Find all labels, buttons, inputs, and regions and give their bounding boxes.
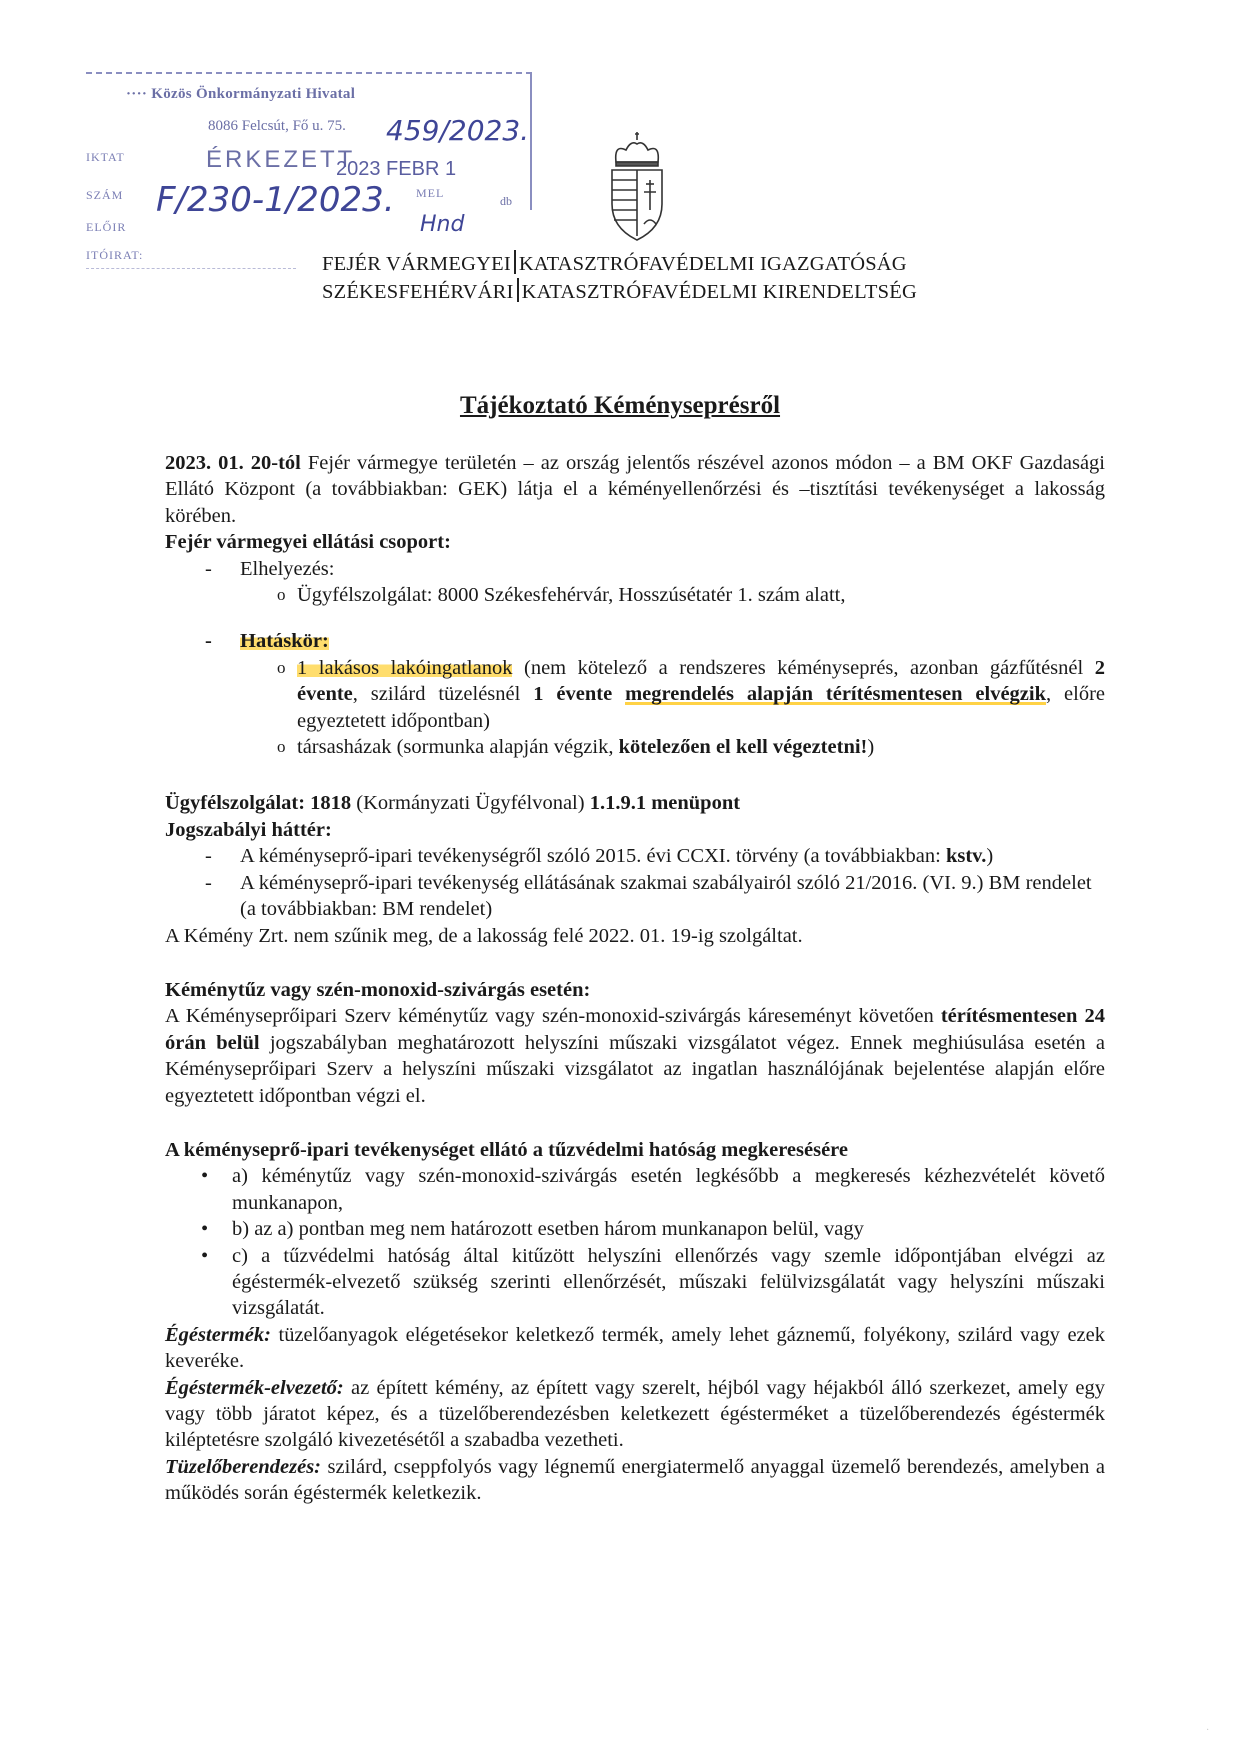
header-line-2 — [322, 278, 917, 306]
stamp-office-address: 8086 Felcsút, Fő u. 75. — [208, 118, 346, 134]
scope-item-2-text: társasházak (sormunka alapján végzik, — [297, 736, 619, 759]
scope-item-1-text-2: , szilárd tüzelésnél — [352, 683, 534, 706]
scope-item-1-lead: 1 lakásos lakóingatlanok — [297, 656, 513, 679]
fire-deadline: térítésmentesen 24 órán belül — [165, 1005, 1105, 1054]
authority-heading: A kéményseprő-ipari tevékenységet ellátó a tűzvédelmi hatóság megkeresésére — [165, 1138, 848, 1161]
stamp-label-eloir: ELŐIR — [86, 220, 127, 234]
fire-text-1: A Kéményseprőipari Szerv kéménytűz vagy szén-monoxid-szivárgás káreseményt követően — [165, 1005, 941, 1028]
legal-item-1 — [165, 843, 1105, 869]
service-text: (Kormányzati Ügyfélvonal) — [351, 792, 590, 815]
header-divider — [517, 278, 519, 302]
fire-text-2: jogszabályban meghatározott helyszíni műszaki vizsgálatot végez. Ennek meghiúsulása esetén a Kéményseprőipari Szerv a helyszíni műszaki vizsgálatot az ingatlan használójának bejelentése alapján előre egyeztetett időpontban végzi el. — [165, 1031, 1106, 1107]
scope-label — [165, 628, 1105, 654]
stamp-office-name: ···· Közös Önkormányzati Hivatal — [126, 86, 356, 102]
hungarian-coat-of-arms-icon — [606, 132, 668, 242]
stamp-label-db: db — [500, 194, 512, 208]
spacer — [165, 1109, 1105, 1137]
scope-item-2 — [165, 734, 1105, 760]
header-line-1 — [322, 250, 917, 278]
header-city: SZÉKESFEHÉRVÁRI — [322, 281, 514, 303]
header-branch: KATASZTRÓFAVÉDELMI KIRENDELTSÉG — [521, 281, 917, 303]
scope-item-1 — [165, 655, 1105, 734]
kemeny-notice: A Kémény Zrt. nem szűnik meg, de a lakosság felé 2022. 01. 19-ig szolgáltat. — [165, 924, 803, 947]
authority-item-c: • c) a tűzvédelmi hatóság által kitűzött helyszíni ellenőrzés vagy szemle időpontjában elvégzi az égéstermék-elvezető szükség szerinti ellenőrzését, műszaki felülvizsgálatát vagy helyszíni műszaki vizsgálatát. — [165, 1243, 1105, 1322]
definition-text: szilárd, cseppfolyós vagy légnemű energiatermelő anyaggal üzemelő berendezés, amelyben a működés során égéstermék keletkezik. — [165, 1455, 1105, 1505]
scope-item-1-solid-interval: 1 évente — [533, 683, 613, 706]
stamp-handwritten-initials: Hnd — [420, 212, 465, 237]
fire-heading: Kéménytűz vagy szén-monoxid-szivárgás esetén: — [165, 978, 591, 1001]
stamp-label-szam: SZÁM — [86, 188, 124, 202]
definition-term: Égéstermék-elvezető: — [165, 1376, 344, 1399]
stamp-bottom-rule — [86, 268, 296, 269]
stamp-label-iktat: IKTAT — [86, 150, 125, 164]
scope-item-1-text: (nem kötelező a rendszeres kéményseprés, azonban gázfűtésnél — [512, 656, 1095, 679]
authority-item-a: • a) kéménytűz vagy szén-monoxid-szivárgás esetén legkésőbb a megkeresés kézhezvételét követő munkanapon, — [165, 1163, 1105, 1216]
stamp-label-itoirat: ITÓIRAT: — [86, 248, 144, 262]
legal-item-1-text: A kéményseprő-ipari tevékenységről szóló 2015. évi CCXI. törvény (a továbbiakban: — [240, 845, 946, 868]
authority-item-b: • b) az a) pontban meg nem határozott esetben három munkanapon belül, vagy — [165, 1216, 1105, 1242]
placement-item: o Ügyfélszolgálat: 8000 Székesfehérvár, Hosszúsétatér 1. szám alatt, — [165, 582, 1105, 608]
service-phone: Ügyfélszolgálat: 1818 — [165, 792, 352, 815]
intro-paragraph — [165, 450, 1105, 529]
service-line — [165, 790, 1105, 816]
stamp-handwritten-number: 459/2023. — [386, 114, 530, 147]
spacer — [165, 949, 1105, 977]
definition-term: Tüzelőberendezés: — [165, 1455, 322, 1478]
scope-item-2-tail: ) — [867, 736, 875, 759]
document-title: Tájékoztató Kéményseprésről — [459, 392, 781, 419]
document-body — [165, 450, 1105, 1507]
definition-text: az épített kémény, az épített vagy szerelt, héjból vagy héjakból álló szerkezet, amely egy vagy több járatot képez, és a tüzelőberendezésben keletkezett égésterméket a tüzelőberendezés égéstermék kiléptetésre szolgáló kivezetésétől a szabadba vezetheti. — [165, 1376, 1105, 1452]
scope-item-1-space — [612, 683, 625, 705]
header-directorate: KATASZTRÓFAVÉDELMI IGAZGATÓSÁG — [518, 253, 907, 275]
definition-text: tüzelőanyagok elégetésekor keletkező termék, amely lehet gáznemű, folyékony, szilárd vagy ezek keveréke. — [165, 1323, 1105, 1373]
legal-item-1-tail: ) — [986, 845, 994, 868]
stamp-label-mel: MEL — [416, 186, 445, 200]
stamp-received-date: 2023 FEBR 1 — [336, 158, 457, 180]
definition-egestermek-elvezeto — [165, 1375, 1105, 1454]
placement-label: - Elhelyezés: — [165, 556, 1105, 582]
scope-item-1-gas-interval: 2 évente — [297, 656, 1105, 706]
scope-item-1-tail: , előre egyeztetett időpontban) — [297, 683, 1105, 732]
scope-item-2-mandatory: kötelezően el kell végeztetni! — [618, 736, 868, 759]
spacer — [165, 608, 1105, 628]
fire-paragraph — [165, 1003, 1105, 1109]
header-county: FEJÉR VÁRMEGYEI — [322, 253, 511, 275]
intro-text: Fejér vármegye területén – az ország jelentős részével azonos módon – a BM OKF Gazdasági Ellátó Központ (a továbbiakban: GEK) látja el a kéményellenőrzési és –tisztítási tevékenységet a lakosság körében. — [165, 452, 1105, 527]
definition-tuzeloberendezes — [165, 1454, 1105, 1507]
legal-heading: Jogszabályi háttér: — [165, 818, 332, 841]
institution-header — [322, 250, 917, 306]
spacer — [165, 760, 1105, 790]
scan-corner-mark: · — [1206, 1725, 1210, 1736]
stamp-received: ÉRKEZETT — [206, 146, 356, 173]
legal-item-2: - A kéményseprő-ipari tevékenység ellátásának szakmai szabályairól szóló 21/2016. (VI. 9.) BM rendelet (a továbbiakban: BM rendelet) — [165, 870, 1105, 923]
legal-item-1-abbr: kstv. — [945, 845, 987, 868]
stamp-border-right — [530, 160, 532, 210]
stamp-handwritten-file-number: F/230-1/2023. — [156, 180, 395, 220]
definition-egestermek — [165, 1322, 1105, 1375]
scope-label-text: Hatáskör: — [240, 630, 329, 653]
header-divider — [514, 250, 516, 274]
definition-term: Égéstermék: — [165, 1323, 271, 1346]
group-heading: Fejér vármegyei ellátási csoport: — [165, 531, 451, 554]
service-menu: 1.1.9.1 menüpont — [589, 792, 741, 815]
intro-date: 2023. 01. 20-tól — [165, 452, 301, 474]
scope-item-1-free-service: megrendelés alapján térítésmentesen elvégzik — [625, 683, 1046, 706]
